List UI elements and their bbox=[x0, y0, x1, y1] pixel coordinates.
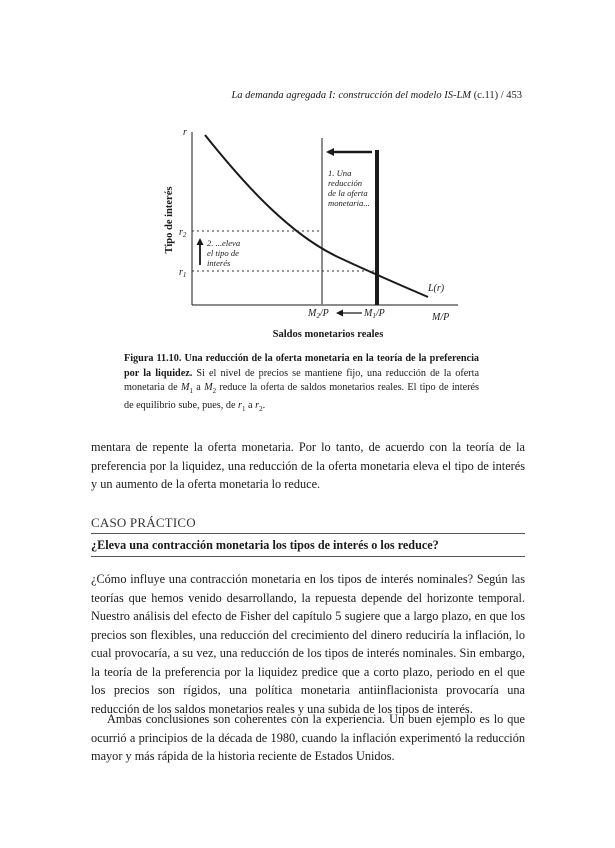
curve-label: L(r) bbox=[428, 283, 445, 294]
x-axis-end-label: M/P bbox=[432, 312, 450, 323]
caption-label: Figura 11.10. bbox=[124, 353, 182, 364]
y-axis-end-label: r bbox=[183, 127, 187, 138]
body-paragraph: mentara de repente la oferta monetaria. Por lo tanto, de acuerdo con la teoría de la preferencia por la liquidez, una reducción de la oferta monetaria eleva el tipo de interés y un aumento de la oferta monetaria lo reduce. bbox=[91, 440, 525, 491]
case-study-subtitle: ¿Eleva una contracción monetaria los tipos de interés o los reduce? bbox=[91, 538, 439, 552]
r1-label: $r_1$ bbox=[179, 267, 187, 279]
annotation-supply-reduction: 1. Una reducción de la oferta monetaria... bbox=[328, 168, 370, 208]
case-study-rule-top bbox=[91, 533, 525, 534]
case-study-rule-bottom bbox=[91, 556, 525, 557]
figure-caption: Figura 11.10. Una reducción de la oferta monetaria en la teoría de la preferencia por la liquidez. Si el nivel de precios se mantiene fijo, una reducción de la oferta monetaria de $M_1$ a $M_2$ reduce la oferta de saldos monetarios reales. El tipo de interés de equilibrio sube, pues, de $r_1$ a $r_2$. bbox=[124, 353, 479, 413]
r2-label: $r_2$ bbox=[179, 227, 187, 239]
m1-label: $M_1/P$ bbox=[364, 308, 385, 320]
case-paragraph-1: ¿Cómo influye una contracción monetaria en los tipos de interés nominales? Según las teorías que hemos venido desarrollando, la repuesta depende del horizonte temporal. Nuestro análisis del efecto de Fisher del capítulo 5 sugiere que a largo plazo, en que los precios son flexibles, una reducción del crecimiento del dinero reduciría la inflación, lo cual provocaría, a su vez, una reducción de los tipos de interés nominales. Sin embargo, la teoría de la preferencia por la liquidez predice que a corto plazo, periodo en el que los precios son rígidos, una política monetaria antiinflacionista provocaría una reducción de los saldos monetarios reales y una subida de los tipos de interés. bbox=[91, 572, 525, 716]
m2-label: $M_2/P$ bbox=[308, 308, 329, 320]
case-paragraph-2: Ambas conclusiones son coherentes con la experiencia. Un buen ejemplo es lo que ocurrió a principios de la década de 1980, cuando la inflación experimentó la reducción mayor y más rápida de la historia reciente de Estados Unidos. bbox=[91, 712, 525, 763]
page-number: 453 bbox=[506, 90, 522, 101]
chapter-ref: (c.11) bbox=[473, 90, 499, 101]
y-axis-title: Tipo de interés bbox=[164, 186, 175, 254]
caption-title: Una reducción de la oferta monetaria en la teoría de la preferencia por la liquidez. bbox=[124, 353, 479, 379]
caption-text-3: reduce la oferta de saldos monetarios reales. El tipo de interés de equilibrio sube, pues, de bbox=[124, 382, 479, 411]
x-axis-title: Saldos monetarios reales bbox=[272, 329, 384, 340]
demand-curve bbox=[205, 135, 428, 297]
header-separator: / bbox=[500, 90, 504, 101]
caption-text-1: Si el nivel de precios se mantiene fijo, una reducción de la oferta monetaria de bbox=[124, 367, 479, 394]
case-study-title: CASO PRÁCTICO bbox=[91, 515, 196, 530]
annotation-rate-rise: 2. ...eleva el tipo de interés bbox=[207, 238, 241, 268]
liquidity-preference-chart bbox=[0, 0, 615, 350]
running-title: La demanda agregada I: construcción del modelo IS-LM bbox=[231, 90, 472, 101]
